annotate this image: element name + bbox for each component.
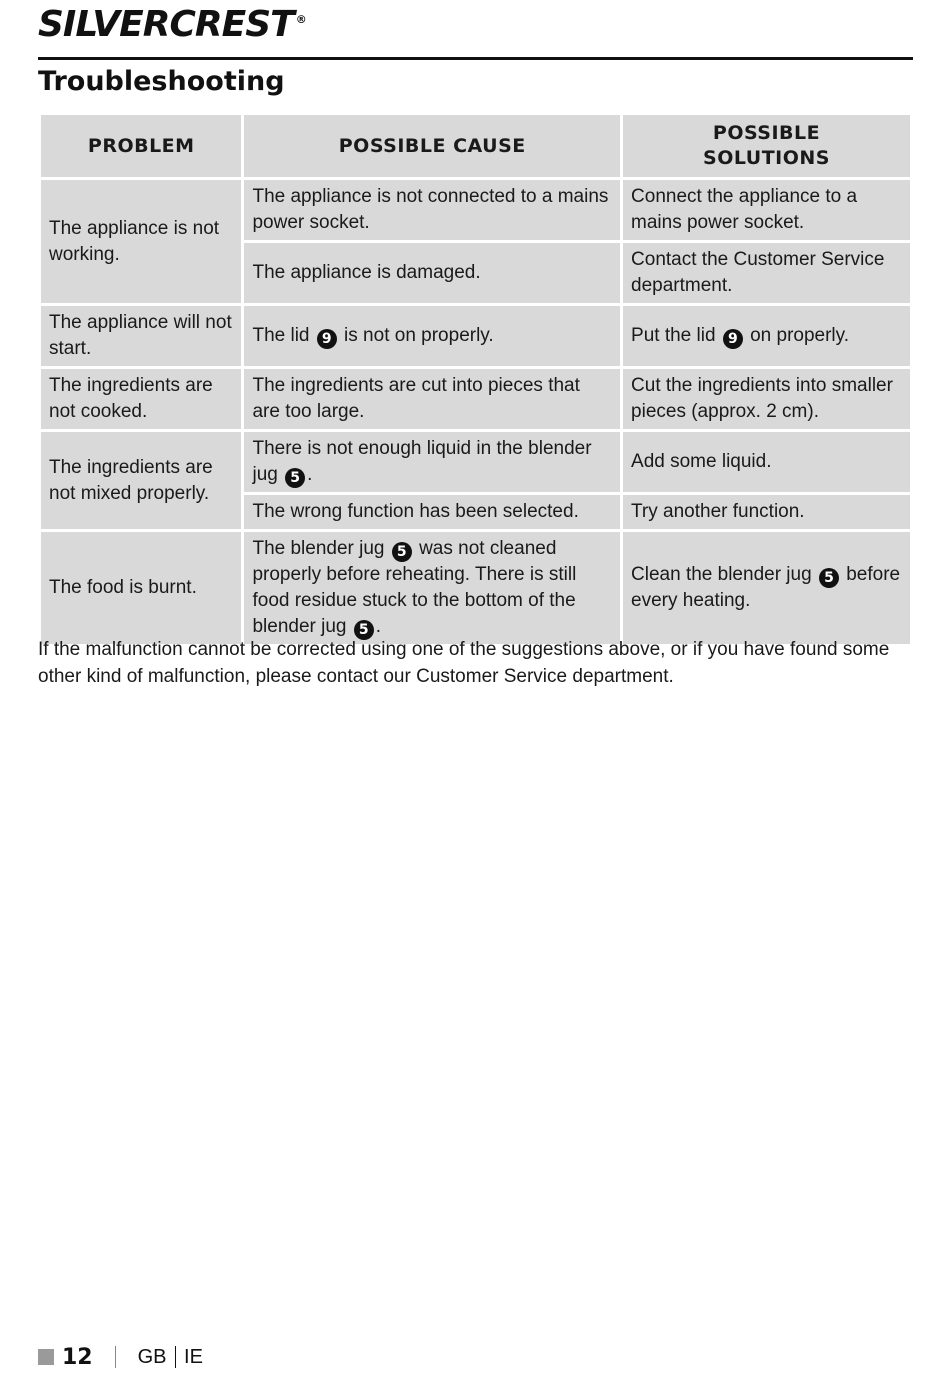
lid-number-badge: 9 xyxy=(317,329,337,349)
cause-cell xyxy=(244,532,620,644)
cause-text: There is not enough liquid in the blender jug xyxy=(252,438,592,485)
solution-cell xyxy=(623,306,910,366)
problem-cell: The ingredients are not mixed properly. xyxy=(41,432,241,529)
solution-cell: Contact the Customer Service department. xyxy=(623,243,910,303)
cause-text: The lid xyxy=(252,325,315,346)
lid-number-badge: 9 xyxy=(723,329,743,349)
jug-number-badge: 5 xyxy=(819,568,839,588)
table-row xyxy=(41,369,910,429)
jug-number-badge: 5 xyxy=(285,468,305,488)
solution-text: before every heating. xyxy=(631,564,901,611)
jug-number-badge: 5 xyxy=(354,620,374,640)
brand-logo xyxy=(38,4,306,45)
page-number: 12 xyxy=(62,1344,93,1370)
problem-cell: The ingredients are not cooked. xyxy=(41,369,241,429)
registered-mark: ® xyxy=(295,13,306,26)
cause-cell: The appliance is not connected to a mains power socket. xyxy=(244,180,620,240)
jug-number-badge: 5 xyxy=(392,542,412,562)
country-code-ie: IE xyxy=(184,1345,203,1368)
problem-cell: The appliance is not working. xyxy=(41,180,241,303)
header-rule xyxy=(38,57,913,60)
footer-square-icon xyxy=(38,1349,54,1365)
cause-text: . xyxy=(375,616,382,637)
solution-text: on properly. xyxy=(744,325,850,346)
country-divider xyxy=(175,1346,177,1368)
solution-text: Clean the blender jug xyxy=(631,564,817,585)
cause-cell: The wrong function has been selected. xyxy=(244,495,620,529)
header-solutions: POSSIBLE SOLUTIONS xyxy=(623,115,910,177)
problem-cell: The food is burnt. xyxy=(41,532,241,644)
cause-text: The blender jug xyxy=(252,538,390,559)
table-row xyxy=(41,306,910,366)
troubleshooting-table xyxy=(38,112,913,647)
cause-text: is not on properly. xyxy=(338,325,494,346)
header-problem: PROBLEM xyxy=(41,115,241,177)
solution-cell: Try another function. xyxy=(623,495,910,529)
footer-divider xyxy=(115,1346,116,1368)
solution-text: Put the lid xyxy=(631,325,721,346)
brand-name: SILVERCREST xyxy=(38,4,294,45)
table-row xyxy=(41,532,910,644)
table-row xyxy=(41,180,910,240)
cause-cell xyxy=(244,306,620,366)
solution-cell: Connect the appliance to a mains power socket. xyxy=(623,180,910,240)
cause-cell: The appliance is damaged. xyxy=(244,243,620,303)
cause-cell: The ingredients are cut into pieces that are too large. xyxy=(244,369,620,429)
country-code-gb: GB xyxy=(137,1345,167,1368)
solution-cell: Add some liquid. xyxy=(623,432,910,492)
cause-cell xyxy=(244,432,620,492)
solution-cell xyxy=(623,532,910,644)
header-cause: POSSIBLE CAUSE xyxy=(244,115,620,177)
cause-text: . xyxy=(307,464,313,485)
problem-cell: The appliance will not start. xyxy=(41,306,241,366)
page-footer xyxy=(38,1342,203,1372)
table-header-row xyxy=(41,115,910,177)
footnote-text: If the malfunction cannot be corrected using one of the suggestions above, or if you have found some other kind of malfunction, please contact our Customer Service department. xyxy=(38,639,890,687)
table-row xyxy=(41,432,910,492)
cause-text: was not cleaned properly before reheating. There is still food residue stuck to the bottom of the blender jug xyxy=(252,538,577,637)
page-title: Troubleshooting xyxy=(38,66,285,97)
solution-cell: Cut the ingredients into smaller pieces (approx. 2 cm). xyxy=(623,369,910,429)
